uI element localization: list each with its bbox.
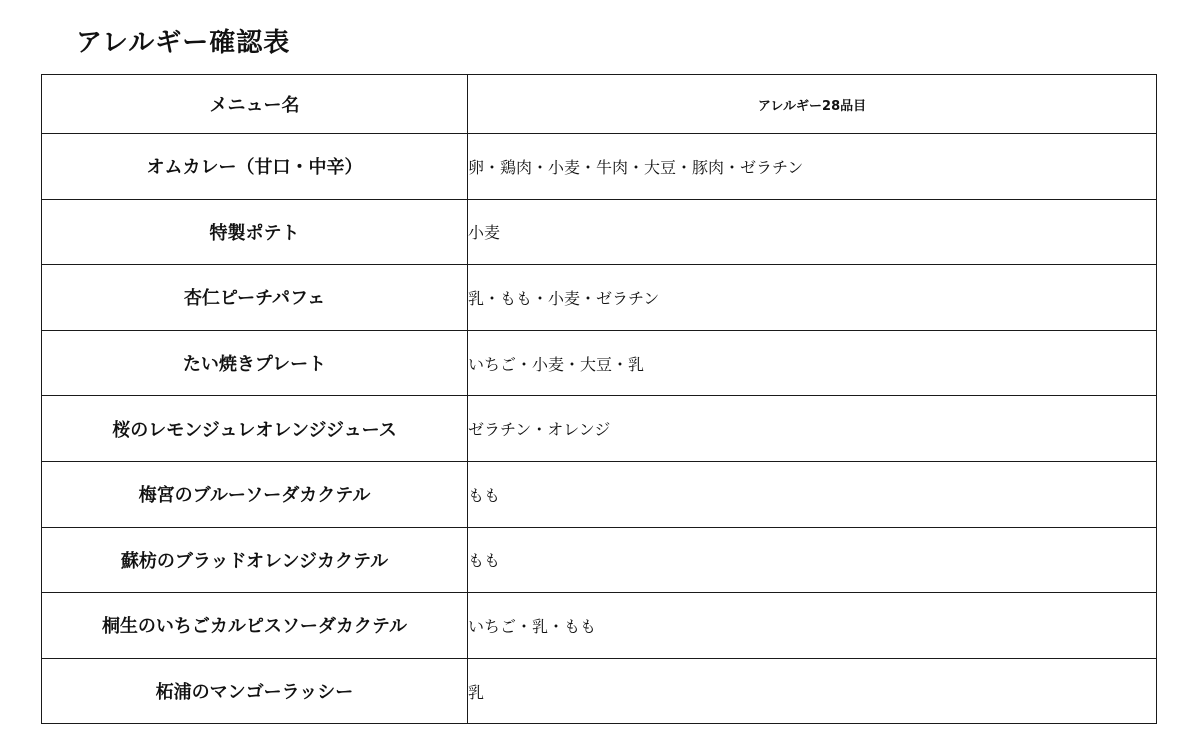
allergy-table [41,74,1157,724]
allergens-cell: もも [468,527,1157,593]
menu-name-cell: 桜のレモンジュレオレンジジュース [42,396,468,462]
table-row [42,658,1157,724]
table-header-row [42,75,1157,134]
table-row [42,330,1157,396]
menu-name-cell: 杏仁ピーチパフェ [42,265,468,331]
table-row [42,527,1157,593]
column-header-menu: メニュー名 [42,75,468,134]
menu-name-cell: 特製ポテト [42,199,468,265]
menu-name-cell: 桐生のいちごカルピスソーダカクテル [42,593,468,659]
allergens-cell: いちご・小麦・大豆・乳 [468,330,1157,396]
column-header-allergens: アレルギー28品目 [468,75,1157,134]
menu-name-cell: たい焼きプレート [42,330,468,396]
allergens-cell: 乳・もも・小麦・ゼラチン [468,265,1157,331]
table-row [42,199,1157,265]
table-row [42,134,1157,200]
table-row [42,396,1157,462]
table-row [42,593,1157,659]
table-row [42,461,1157,527]
allergens-cell: ゼラチン・オレンジ [468,396,1157,462]
allergens-cell: いちご・乳・もも [468,593,1157,659]
page-title: アレルギー確認表 [76,28,291,58]
allergens-cell: 乳 [468,658,1157,724]
table-row [42,265,1157,331]
allergens-cell: 卵・鶏肉・小麦・牛肉・大豆・豚肉・ゼラチン [468,134,1157,200]
menu-name-cell: 蘇枋のブラッドオレンジカクテル [42,527,468,593]
menu-name-cell: 柘浦のマンゴーラッシー [42,658,468,724]
menu-name-cell: 梅宮のブルーソーダカクテル [42,461,468,527]
menu-name-cell: オムカレー（甘口・中辛） [42,134,468,200]
allergens-cell: 小麦 [468,199,1157,265]
allergens-cell: もも [468,461,1157,527]
